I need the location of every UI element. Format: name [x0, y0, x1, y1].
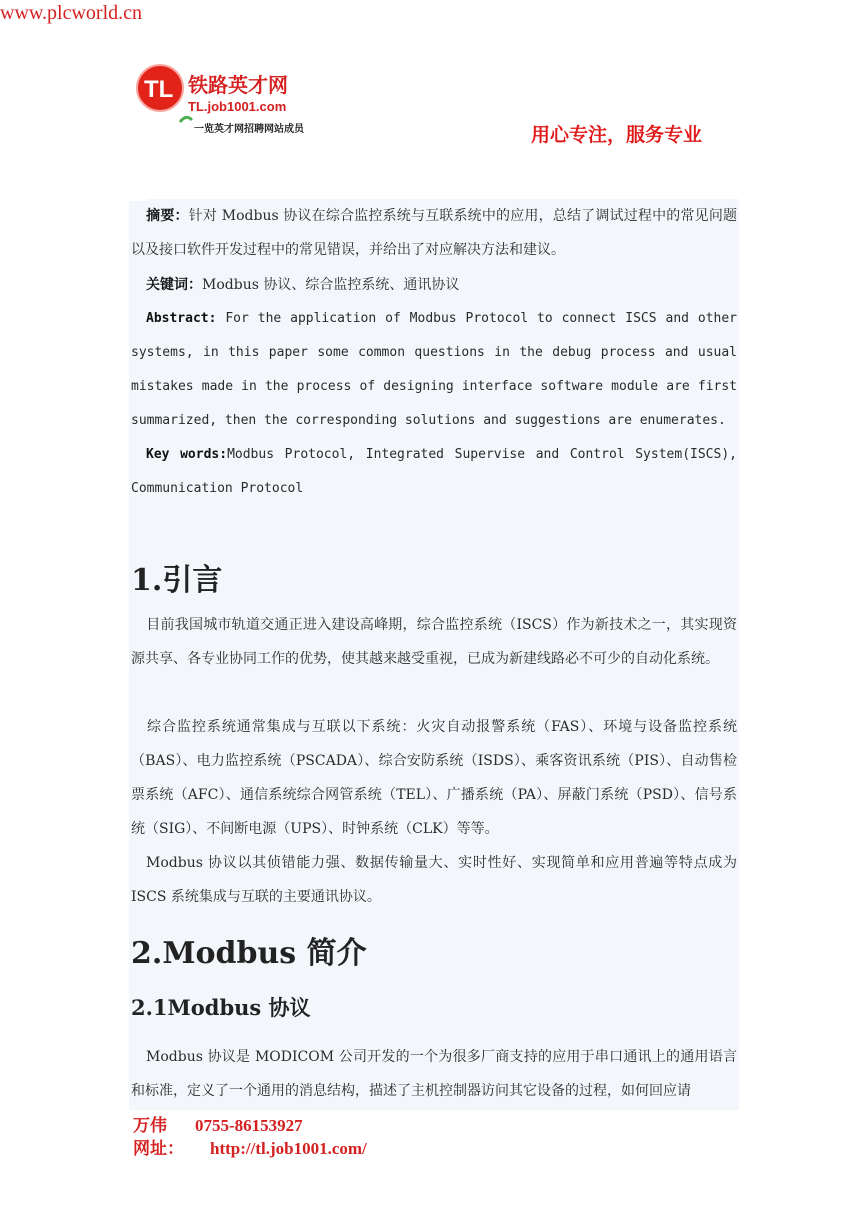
keywords-en-label: Key words:: [146, 447, 228, 462]
section-2-paragraph-1: [131, 1040, 737, 1108]
tl-logo-icon: [136, 60, 336, 140]
slogan: 用心专注，服务专业: [531, 124, 703, 146]
section-2-1-heading: 2.1Modbus 协议: [131, 995, 311, 1020]
section-1-p2-text: 综合监控系统通常集成与互联以下系统：火灾自动报警系统（FAS）、环境与设备监控系统（BAS）、电力监控系统（PSCADA）、综合安防系统（ISDS）、乘客资讯系统（PIS）、自动售检票系统（AFC）、通信系统综合网管系统（TEL）、广播系统（PA）、屏蔽门系统（PSD）、信号系统（SIG）、不间断电源（UPS）、时钟系统（CLK）等等。: [131, 719, 737, 837]
footer-contact: [133, 1111, 303, 1136]
section-2-p1-text: Modbus 协议是 MODICOM 公司开发的一个为很多厂商支持的应用于串口通讯上的通用语言和标准，定义了一个通用的消息结构，描述了主机控制器访问其它设备的过程，如何回应请: [131, 1049, 737, 1099]
abstract-en-label: Abstract:: [146, 311, 217, 326]
footer-url-row: [133, 1134, 367, 1159]
logo-initials: TL: [144, 76, 174, 103]
section-1-p3-text: Modbus 协议以其侦错能力强、数据传输量大、实时性好、实现简单和应用普遍等特点成为 ISCS 系统集成与互联的主要通讯协议。: [131, 855, 737, 905]
company-logo: [136, 60, 336, 140]
footer-url-label: 网址：: [133, 1139, 184, 1158]
footer-phone: 0755-86153927: [195, 1116, 303, 1135]
section-1-paragraph-2: [131, 710, 737, 846]
abstract-cn: [131, 199, 737, 267]
section-1-paragraph-3: [131, 846, 737, 914]
logo-member-text: 一览英才网招聘网站成员: [194, 124, 304, 135]
section-2-num: 2.: [131, 936, 163, 971]
keywords-text: Modbus 协议、综合监控系统、通讯协议: [202, 277, 460, 293]
keywords-en: [131, 438, 737, 506]
abstract-text: 针对 Modbus 协议在综合监控系统与互联系统中的应用，总结了调试过程中的常见问题以及接口软件开发过程中的常见错误，并给出了对应解决方法和建议。: [131, 208, 738, 258]
section-1-paragraph-1: [131, 608, 737, 676]
section-2-title: Modbus 简介: [162, 936, 367, 971]
footer-contact-name: 万伟: [133, 1116, 167, 1135]
section-1-heading: 1.引言: [131, 563, 223, 598]
keywords-cn: [131, 268, 737, 302]
site-url[interactable]: www.plcworld.cn: [0, 2, 143, 24]
abstract-en: [131, 302, 737, 438]
logo-brand-url: TL.job1001.com: [188, 99, 287, 114]
keywords-label: 关键词：: [146, 277, 202, 293]
footer-url-link[interactable]: http://tl.job1001.com/: [210, 1139, 367, 1158]
abstract-label: 摘要：: [146, 208, 189, 224]
logo-brand-cn: 铁路英才网: [188, 73, 288, 97]
section-1-p1-text: 目前我国城市轨道交通正进入建设高峰期，综合监控系统（ISCS）作为新技术之一，其实现资源共享、各专业协同工作的优势，使其越来越受重视，已成为新建线路必不可少的自动化系统。: [131, 617, 737, 667]
section-2-heading: [131, 928, 367, 972]
keywords-en-text: Modbus Protocol, Integrated Supervise and Control System(ISCS), Communication Protocol: [131, 447, 737, 496]
abstract-en-text: For the application of Modbus Protocol to connect ISCS and other systems, in this paper some common questions in the debug process and usual mistakes made in the process of designing interface software module are first summarized, then the corresponding solutions and suggestions are enumerates.: [131, 311, 738, 428]
